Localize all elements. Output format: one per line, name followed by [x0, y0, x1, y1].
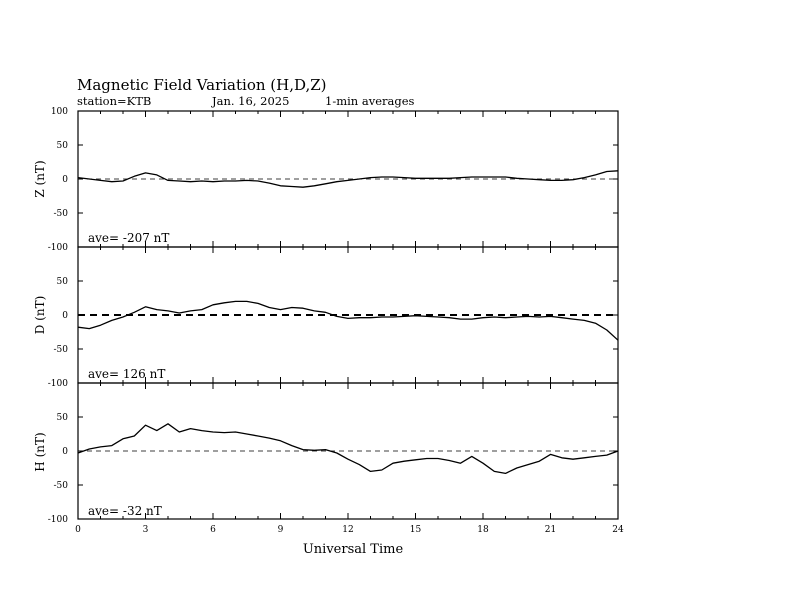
z-average-label: ave= -207 nT: [88, 231, 170, 245]
x-tick-label: 3: [142, 525, 149, 535]
d-ytick-label: -100: [47, 379, 68, 389]
d-average-label: ave= 126 nT: [88, 367, 166, 381]
chart-title: Magnetic Field Variation (H,D,Z): [77, 76, 327, 94]
x-axis-label: Universal Time: [302, 542, 404, 557]
x-tick-label: 6: [210, 525, 216, 535]
h-average-label: ave= -32 nT: [88, 504, 162, 518]
d-ytick-label: 50: [56, 277, 68, 287]
x-tick-label: 21: [544, 525, 557, 535]
averaging-label: 1-min averages: [325, 94, 415, 108]
x-tick-label: 9: [277, 525, 284, 535]
h-axis-label: H (nT): [33, 432, 47, 472]
h-ytick-label: 50: [56, 413, 68, 423]
z-ytick-label: 0: [62, 175, 68, 185]
x-tick-label: 24: [612, 525, 624, 535]
h-ytick-label: -50: [53, 481, 68, 491]
d-ytick-label: 0: [62, 311, 68, 321]
d-ytick-label: -50: [53, 345, 68, 355]
x-tick-label: 15: [409, 525, 422, 535]
station-label: station=KTB: [77, 94, 152, 108]
d-axis-label: D (nT): [33, 295, 47, 335]
h-ytick-label: 0: [62, 447, 68, 457]
h-ytick-label: -100: [47, 515, 68, 525]
x-tick-label: 0: [75, 525, 81, 535]
date-label: Jan. 16, 2025: [212, 94, 290, 108]
z-axis-label: Z (nT): [33, 160, 47, 198]
z-ytick-label: -50: [53, 209, 68, 219]
h-series-line: [78, 424, 618, 474]
x-tick-label: 18: [477, 525, 489, 535]
x-tick-label: 12: [342, 525, 354, 535]
z-ytick-label: -100: [47, 243, 68, 253]
d-series-line: [78, 301, 618, 340]
z-ytick-label: 100: [50, 107, 68, 117]
z-ytick-label: 50: [56, 141, 68, 151]
